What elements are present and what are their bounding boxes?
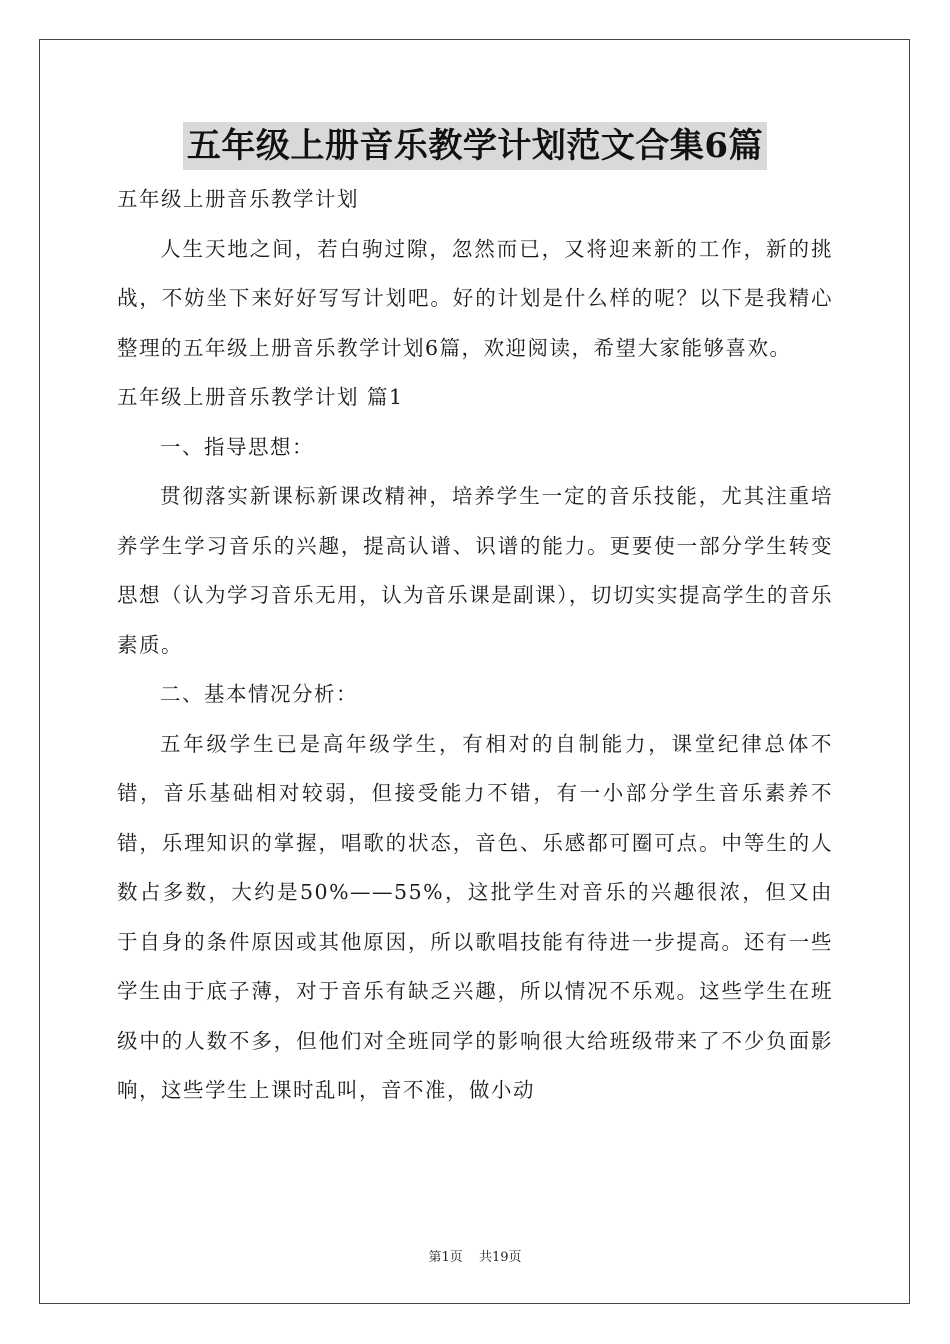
section-heading: 五年级上册音乐教学计划 篇1 (117, 385, 404, 409)
body-paragraph: 五年级学生已是高年级学生，有相对的自制能力，课堂纪律总体不错，音乐基础相对较弱，但接受能力不错，有一小部分学生音乐素养不错，乐理知识的掌握，唱歌的状态，音色、乐感都可圈可点。中等生的人数占多数，大约是50%——55%，这批学生对音乐的兴趣很浓，但又由于自身的条件原因或其他原因，所以歌唱技能有待进一步提高。还有一些学生由于底子薄，对于音乐有缺乏兴趣，所以情况不乐观。这些学生在班级中的人数不多，但他们对全班同学的影响很大给班级带来了不少负面影响，这些学生上课时乱叫，音不准，做小动 (117, 731, 833, 1102)
document-body (117, 175, 833, 1116)
section-heading: 五年级上册音乐教学计划 (117, 187, 359, 211)
page-footer (0, 1246, 950, 1265)
body-paragraph: 贯彻落实新课标新课改精神，培养学生一定的音乐技能，尤其注重培养学生学习音乐的兴趣，提高认谱、识谱的能力。更要使一部分学生转变思想（认为学习音乐无用，认为音乐课是副课），切切实实提高学生的音乐素质。 (117, 484, 833, 657)
title-container (0, 122, 950, 170)
subsection-heading: 二、基本情况分析： (160, 682, 359, 706)
document-title: 五年级上册音乐教学计划范文合集6篇 (183, 122, 767, 170)
page-number: 第1页 (428, 1250, 463, 1265)
body-paragraph: 人生天地之间，若白驹过隙，忽然而已，又将迎来新的工作，新的挑战，不妨坐下来好好写写计划吧。好的计划是什么样的呢？以下是我精心整理的五年级上册音乐教学计划6篇，欢迎阅读，希望大家能够喜欢。 (117, 236, 833, 360)
page-total: 共19页 (478, 1250, 522, 1265)
subsection-heading: 一、指导思想： (160, 434, 315, 459)
